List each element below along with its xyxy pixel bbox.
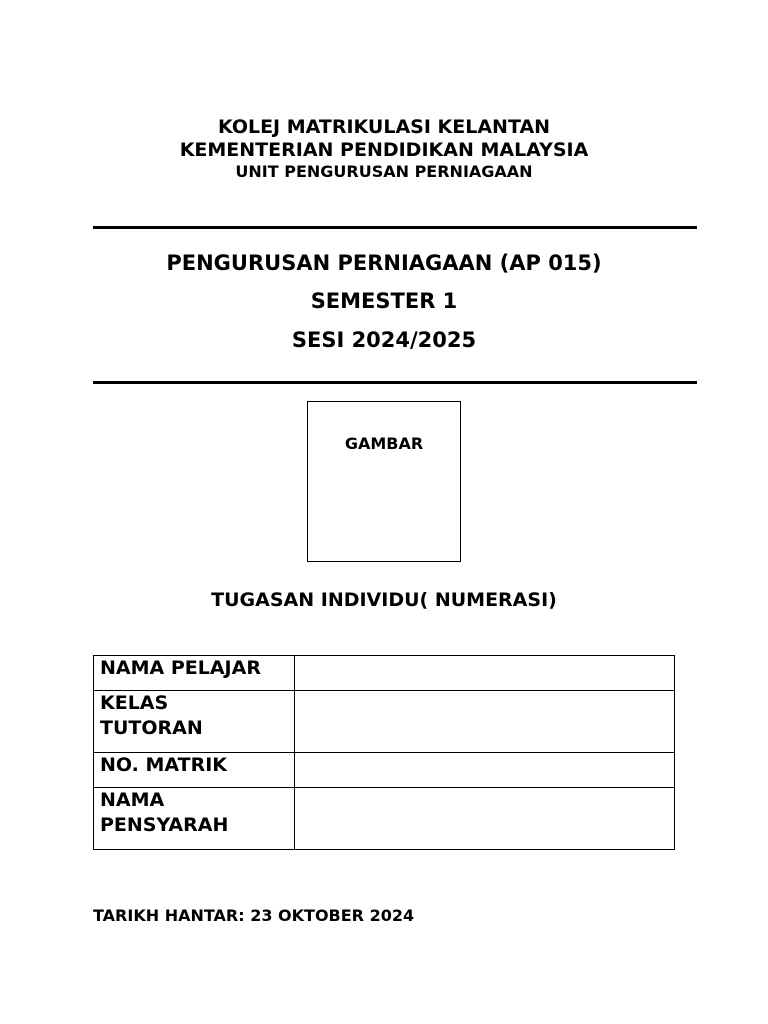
table-row — [94, 753, 675, 788]
ministry-name: KEMENTERIAN PENDIDIKAN MALAYSIA — [179, 139, 589, 161]
label-line: NAMA PELAJAR — [100, 657, 261, 679]
row-label-student-name — [94, 656, 295, 691]
matric-no-field[interactable] — [295, 753, 675, 788]
assignment-title: TUGASAN INDIVIDU( NUMERASI) — [211, 589, 557, 611]
label-line: NO. MATRIK — [100, 754, 227, 776]
course-title: PENGURUSAN PERNIAGAAN (AP 015) — [166, 251, 602, 275]
submission-date: TARIKH HANTAR: 23 OKTOBER 2024 — [93, 906, 415, 925]
session-label: SESI 2024/2025 — [291, 328, 477, 352]
label-line: KELAS — [100, 692, 169, 714]
row-label-tutorial-class — [94, 691, 295, 753]
lecturer-name-field[interactable] — [295, 788, 675, 850]
photo-label: GAMBAR — [344, 434, 424, 453]
row-label-matric-no — [94, 753, 295, 788]
unit-name: UNIT PENGURUSAN PERNIAGAAN — [235, 162, 533, 181]
table-row — [94, 788, 675, 850]
table-row — [94, 691, 675, 753]
label-line: TUTORAN — [100, 717, 203, 739]
row-label-lecturer-name — [94, 788, 295, 850]
tutorial-class-field[interactable] — [295, 691, 675, 753]
student-info-table — [93, 655, 675, 850]
bottom-divider — [93, 381, 697, 384]
top-divider — [93, 226, 697, 229]
table-row — [94, 656, 675, 691]
photo-placeholder — [307, 401, 461, 562]
label-line: PENSYARAH — [100, 814, 229, 836]
semester-label: SEMESTER 1 — [310, 289, 458, 313]
label-line: NAMA — [100, 789, 165, 811]
student-name-field[interactable] — [295, 656, 675, 691]
college-name: KOLEJ MATRIKULASI KELANTAN — [217, 116, 551, 138]
